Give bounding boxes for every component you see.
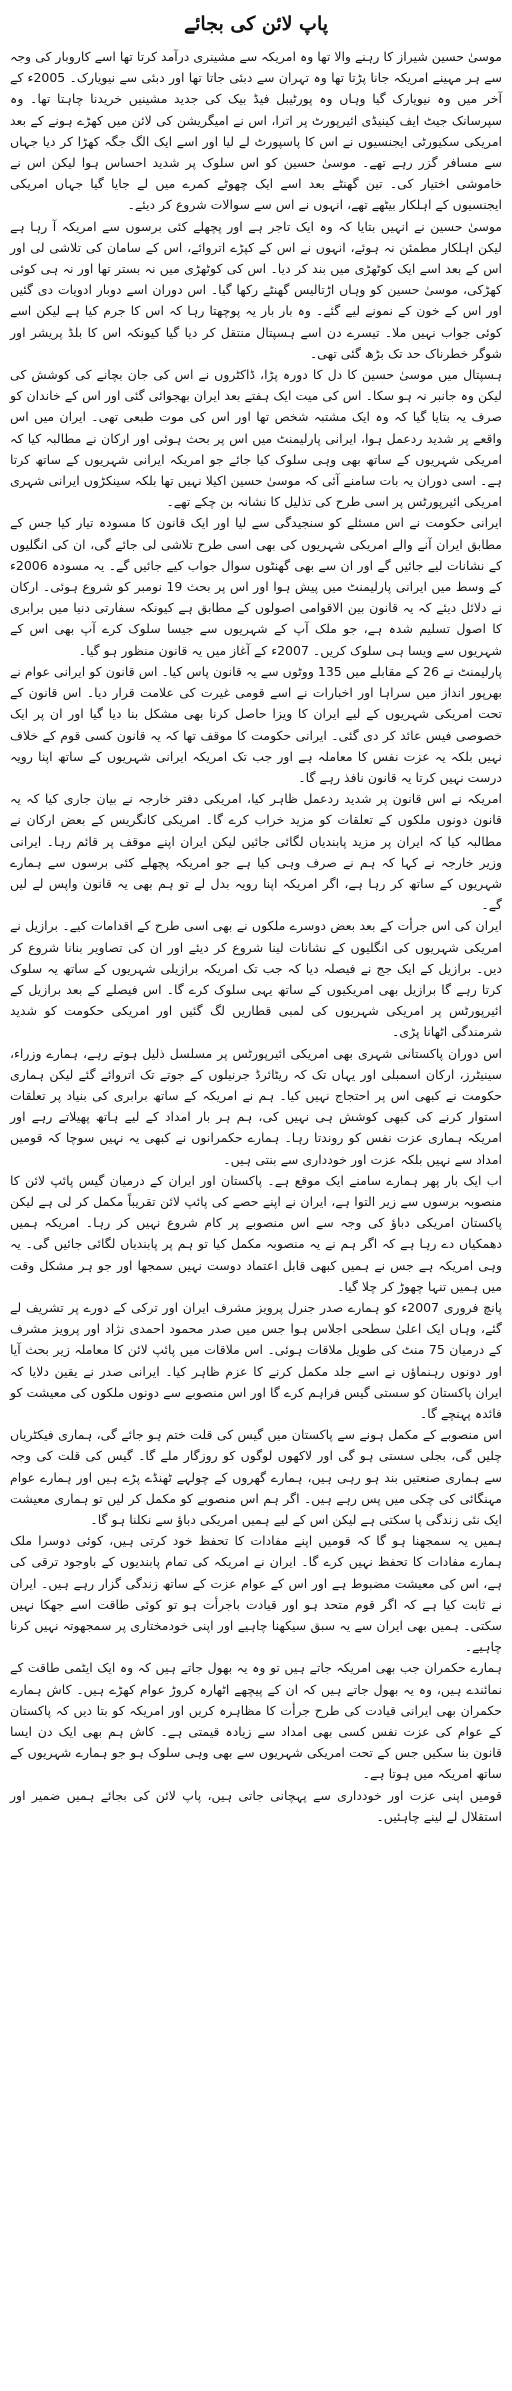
column-body bbox=[10, 46, 502, 1827]
column-paragraph: ایرانی حکومت نے اس مسئلے کو سنجیدگی سے لیا اور ایک قانون کا مسودہ تیار کیا جس کے مطابق ایران آنے والے امریکی شہریوں کی بھی اسی طرح تلاشی لی جائے گی، ان کی انگلیوں کے نشانات لیے جائیں گے اور ان سے بھی گھنٹوں سوال جواب کیے جائیں گے۔ یہ مسودہ 2006ء کے وسط میں ایرانی پارلیمنٹ میں پیش ہوا اور اس پر بحث 19 نومبر کو شروع ہوئی۔ ارکان نے دلائل دیئے کہ یہ قانون بین الاقوامی اصولوں کے مطابق ہے کیونکہ سفارتی دنیا میں برابری کا اصول تسلیم شدہ ہے، جو ملک آپ کے شہریوں سے جیسا سلوک کرے آپ بھی اس کے شہریوں سے ویسا ہی سلوک کریں۔ 2007ء کے آغاز میں یہ قانون منظور ہو گیا۔ bbox=[10, 515, 502, 658]
column-paragraph: پانچ فروری 2007ء کو ہمارے صدر جنرل پرویز مشرف ایران اور ترکی کے دورے پر تشریف لے گئے، وہاں ایک اعلیٰ سطحی اجلاس ہوا جس میں صدر محمود احمدی نژاد اور پرویز مشرف کے درمیان 75 منٹ کی طویل ملاقات ہوئی۔ اس ملاقات میں پائپ لائن کا معاملہ زیر بحث آیا اور دونوں رہنماؤں نے اسے جلد مکمل کرنے کا عزم ظاہر کیا۔ ایرانی صدر نے یقین دلایا کہ ایران پاکستان کو سستی گیس فراہم کرے گا اور اس منصوبے سے دونوں ملکوں کی معیشت کو فائدہ پہنچے گا۔ bbox=[10, 1299, 503, 1421]
column-header bbox=[10, 8, 502, 40]
column-paragraph: امریکہ نے اس قانون پر شدید ردعمل ظاہر کیا، امریکی دفتر خارجہ نے بیان جاری کیا کہ یہ قانون دونوں ملکوں کے تعلقات کو مزید خراب کرے گا۔ امریکی کانگریس کے بعض ارکان نے مطالبہ کیا کہ ایران پر مزید پابندیاں لگائی جائیں لیکن ایران اپنے موقف پر قائم رہا۔ ایرانی وزیر خارجہ نے کہا کہ ہم نے صرف وہی کیا ہے جو امریکہ پچھلے کئی برسوں سے ہمارے شہریوں کے ساتھ کر رہا ہے، اگر امریکہ اپنا رویہ بدل لے تو ہم بھی یہ قانون واپس لے لیں گے۔ bbox=[10, 791, 502, 913]
column-paragraph: پارلیمنٹ نے 26 کے مقابلے میں 135 ووٹوں سے یہ قانون پاس کیا۔ اس قانون کو ایرانی عوام نے بھرپور انداز میں سراہا اور اخبارات نے اسے قومی غیرت کی علامت قرار دیا۔ اس قانون کے تحت امریکی شہریوں کے لیے ایران کا ویزا حاصل کرنا بھی مشکل بنا دیا گیا اور ان پر ایک خصوصی فیس عائد کر دی گئی۔ ایرانی حکومت کا موقف تھا کہ یہ قانون کسی قوم کے خلاف نہیں بلکہ یہ عزت نفس کا معاملہ ہے اور جب تک امریکہ ایرانی شہریوں کے ساتھ اپنا رویہ درست نہیں کرتا یہ قانون نافذ رہے گا۔ bbox=[10, 663, 502, 785]
column-paragraph: قومیں اپنی عزت اور خودداری سے پہچانی جاتی ہیں، پاپ لائن کی بجائے ہمیں ضمیر اور استقلال لے لینے چاہئیں۔ bbox=[10, 1787, 502, 1824]
column-paragraph: ہمارے حکمران جب بھی امریکہ جاتے ہیں تو وہ یہ بھول جاتے ہیں کہ وہ ایک ایٹمی طاقت کے نمائندے ہیں، وہ یہ بھول جاتے ہیں کہ ان کے پیچھے اٹھارہ کروڑ عوام کھڑے ہیں۔ کاش ہمارے حکمران بھی ایرانی قیادت کی طرح جرأت کا مظاہرہ کریں اور امریکہ کو بتا دیں کہ پاکستان کے عوام کی عزت نفس کسی بھی امداد سے زیادہ قیمتی ہے۔ کاش ہم بھی ایک دن ایسا قانون بنا سکیں جس کے تحت امریکی شہریوں سے بھی وہی سلوک ہو جو ہمارے شہریوں کے ساتھ امریکہ میں ہوتا ہے۔ bbox=[10, 1660, 502, 1782]
column-paragraph: موسیٰ حسین نے انہیں بتایا کہ وہ ایک تاجر ہے اور پچھلے کئی برسوں سے امریکہ آ رہا ہے لیکن اہلکار مطمئن نہ ہوئے، انہوں نے اس کے کپڑے اتروائے، اس کے سامان کی تلاشی لی اور اس کے بعد اسے ایک کوٹھڑی میں بند کر دیا۔ اس کی کوٹھڑی میں نہ بستر تھا اور نہ ہی کوئی کھڑکی، موسیٰ حسین کو وہاں اڑتالیس گھنٹے رکھا گیا۔ اس دوران اسے دوبار ادویات دی گئیں اور اس کے خون کے نمونے لیے گئے۔ وہ بار بار یہ پوچھتا رہا کہ اس کا جرم کیا ہے لیکن اسے کوئی جواب نہیں ملا۔ تیسرے دن اسے ہسپتال منتقل کر دیا گیا کیونکہ اس کا بلڈ پریشر اور شوگر خطرناک حد تک بڑھ گئی تھی۔ bbox=[10, 218, 502, 361]
column-paragraph: اس منصوبے کے مکمل ہونے سے پاکستان میں گیس کی قلت ختم ہو جائے گی، ہماری فیکٹریاں چلیں گی، بجلی سستی ہو گی اور لاکھوں لوگوں کو روزگار ملے گا۔ گیس کی قلت کی وجہ سے ہماری صنعتیں بند ہو رہی ہیں، ہمارے گھروں کے چولہے ٹھنڈے پڑے ہیں اور ہمارے عوام مہنگائی کی چکی میں پس رہے ہیں۔ اگر ہم اس منصوبے کو مکمل کر لیں تو ہماری معیشت ایک نئی زندگی پا سکتی ہے لیکن اس کے لیے ہمیں امریکی دباؤ سے نکلنا ہو گا۔ bbox=[10, 1427, 502, 1528]
column-paragraph: اب ایک بار پھر ہمارے سامنے ایک موقع ہے۔ پاکستان اور ایران کے درمیان گیس پائپ لائن کا منصوبہ برسوں سے زیر التوا ہے، ایران نے اپنے حصے کی پائپ لائن تقریباً مکمل کر لی ہے لیکن پاکستان امریکی دباؤ کی وجہ سے اس منصوبے پر کام شروع نہیں کر رہا۔ امریکہ ہمیں دھمکیاں دے رہا ہے کہ اگر ہم نے یہ منصوبہ مکمل کیا تو ہم پر پابندیاں لگائی جائیں گی۔ یہ وہی امریکہ ہے جس نے ہمیں کبھی قابل اعتماد دوست نہیں سمجھا اور جو ہر مشکل وقت میں ہمیں تنہا چھوڑ کر چلا گیا۔ bbox=[10, 1172, 502, 1294]
column-paragraph: اس دوران پاکستانی شہری بھی امریکی ائیرپورٹس پر مسلسل ذلیل ہوتے رہے، ہمارے وزراء، سینیٹرز، ارکان اسمبلی اور یہاں تک کہ ریٹائرڈ جرنیلوں کے جوتے تک اتروائے گئے لیکن ہماری حکومت نے کبھی اس پر احتجاج نہیں کیا۔ ہم نے امریکہ کے ساتھ برابری کی بنیاد پر تعلقات استوار کرنے کی کبھی کوشش ہی نہیں کی، ہم ہر بار امداد کے لیے ہاتھ پھیلاتے رہے اور امریکہ ہماری عزت نفس کو روندتا رہا۔ ہمارے حکمرانوں نے کبھی یہ نہیں سوچا کہ قومیں امداد سے نہیں بلکہ عزت اور خودداری سے بنتی ہیں۔ bbox=[10, 1045, 502, 1167]
column-paragraph: ہسپتال میں موسیٰ حسین کا دل کا دورہ پڑا، ڈاکٹروں نے اس کی جان بچانے کی کوشش کی لیکن وہ جانبر نہ ہو سکا۔ اس کی میت ایک ہفتے بعد ایران بھجوائی گئی اور اس کے خاندان کو صرف یہ بتایا گیا کہ وہ ایک مشتبہ شخص تھا اور اس کی موت طبعی تھی۔ ایران میں اس واقعے پر شدید ردعمل ہوا، ایرانی پارلیمنٹ میں اس پر بحث ہوئی اور ارکان نے مطالبہ کیا کہ امریکی شہریوں کے ساتھ بھی وہی سلوک کیا جائے جو امریکہ ایرانی شہریوں کے ساتھ کرتا ہے۔ اسی دوران یہ بات سامنے آئی کہ موسیٰ حسین اکیلا نہیں تھا بلکہ سینکڑوں ایرانی شہری امریکی ائیرپورٹس پر اسی طرح کی تذلیل کا نشانہ بن چکے تھے۔ bbox=[10, 367, 502, 510]
column-paragraph: ایران کی اس جرأت کے بعد بعض دوسرے ملکوں نے بھی اسی طرح کے اقدامات کیے۔ برازیل نے امریکی شہریوں کی انگلیوں کے نشانات لینا شروع کر دیئے اور ان کی تصاویر بنانا شروع کر دیں۔ برازیل کے ایک جج نے فیصلہ دیا کہ جب تک امریکہ برازیلی شہریوں کے ساتھ یہ سلوک کرتا رہے گا برازیل بھی امریکیوں کے ساتھ یہی سلوک کرے گا۔ اس فیصلے کے بعد برازیل کے ائیرپورٹس پر امریکی شہریوں کی لمبی قطاریں لگ گئیں اور امریکی حکومت کو شدید شرمندگی اٹھانا پڑی۔ bbox=[10, 918, 502, 1040]
column-paragraph: ہمیں یہ سمجھنا ہو گا کہ قومیں اپنے مفادات کا تحفظ خود کرتی ہیں، کوئی دوسرا ملک ہمارے مفادات کا تحفظ نہیں کرے گا۔ ایران نے امریکہ کی تمام پابندیوں کے باوجود ترقی کی ہے، اس کی معیشت مضبوط ہے اور اس کے عوام عزت کے ساتھ زندگی گزار رہے ہیں۔ ایران نے ثابت کیا ہے کہ اگر قوم متحد ہو اور قیادت باجرأت ہو تو کوئی طاقت اسے جھکا نہیں سکتی۔ ہمیں بھی ایران سے یہ سبق سیکھنا چاہیے اور اپنی خودمختاری پر سمجھوتہ نہیں کرنا چاہیے۔ bbox=[10, 1533, 502, 1655]
column-title: پاپ لائن کی بجائے bbox=[183, 13, 329, 35]
column-paragraph: موسیٰ حسین شیراز کا رہنے والا تھا وہ امریکہ سے مشینری درآمد کرتا تھا اسے کاروبار کی وجہ سے ہر مہینے امریکہ جانا پڑتا تھا وہ تہران سے دبئی جاتا تھا اور دبئی سے نیویارک۔ 2005ء کے آخر میں وہ نیویارک گیا وہاں وہ پورٹیبل فیڈ بیک کی جدید مشینیں خریدنا چاہتا تھا۔ وہ سپرسانک جیٹ ایف کینیڈی ائیرپورٹ پر اترا، اس نے امیگریشن کی لائن میں کھڑے ہونے کے بعد امریکی سکیورٹی ایجنسیوں نے اس کا پاسپورٹ لے لیا اور اسے ایک الگ جگہ کھڑا کر دیا جہاں سے مسافر گزر رہے تھے۔ موسیٰ حسین کو اس سلوک پر شدید احساس ہوا لیکن اس نے خاموشی اختیار کی۔ تین گھنٹے بعد اسے ایک چھوٹے کمرے میں لے جایا گیا جہاں امریکی ایجنسیوں کے اہلکار بیٹھے تھے، انہوں نے اس سے سوالات شروع کر دیئے۔ bbox=[10, 49, 502, 213]
